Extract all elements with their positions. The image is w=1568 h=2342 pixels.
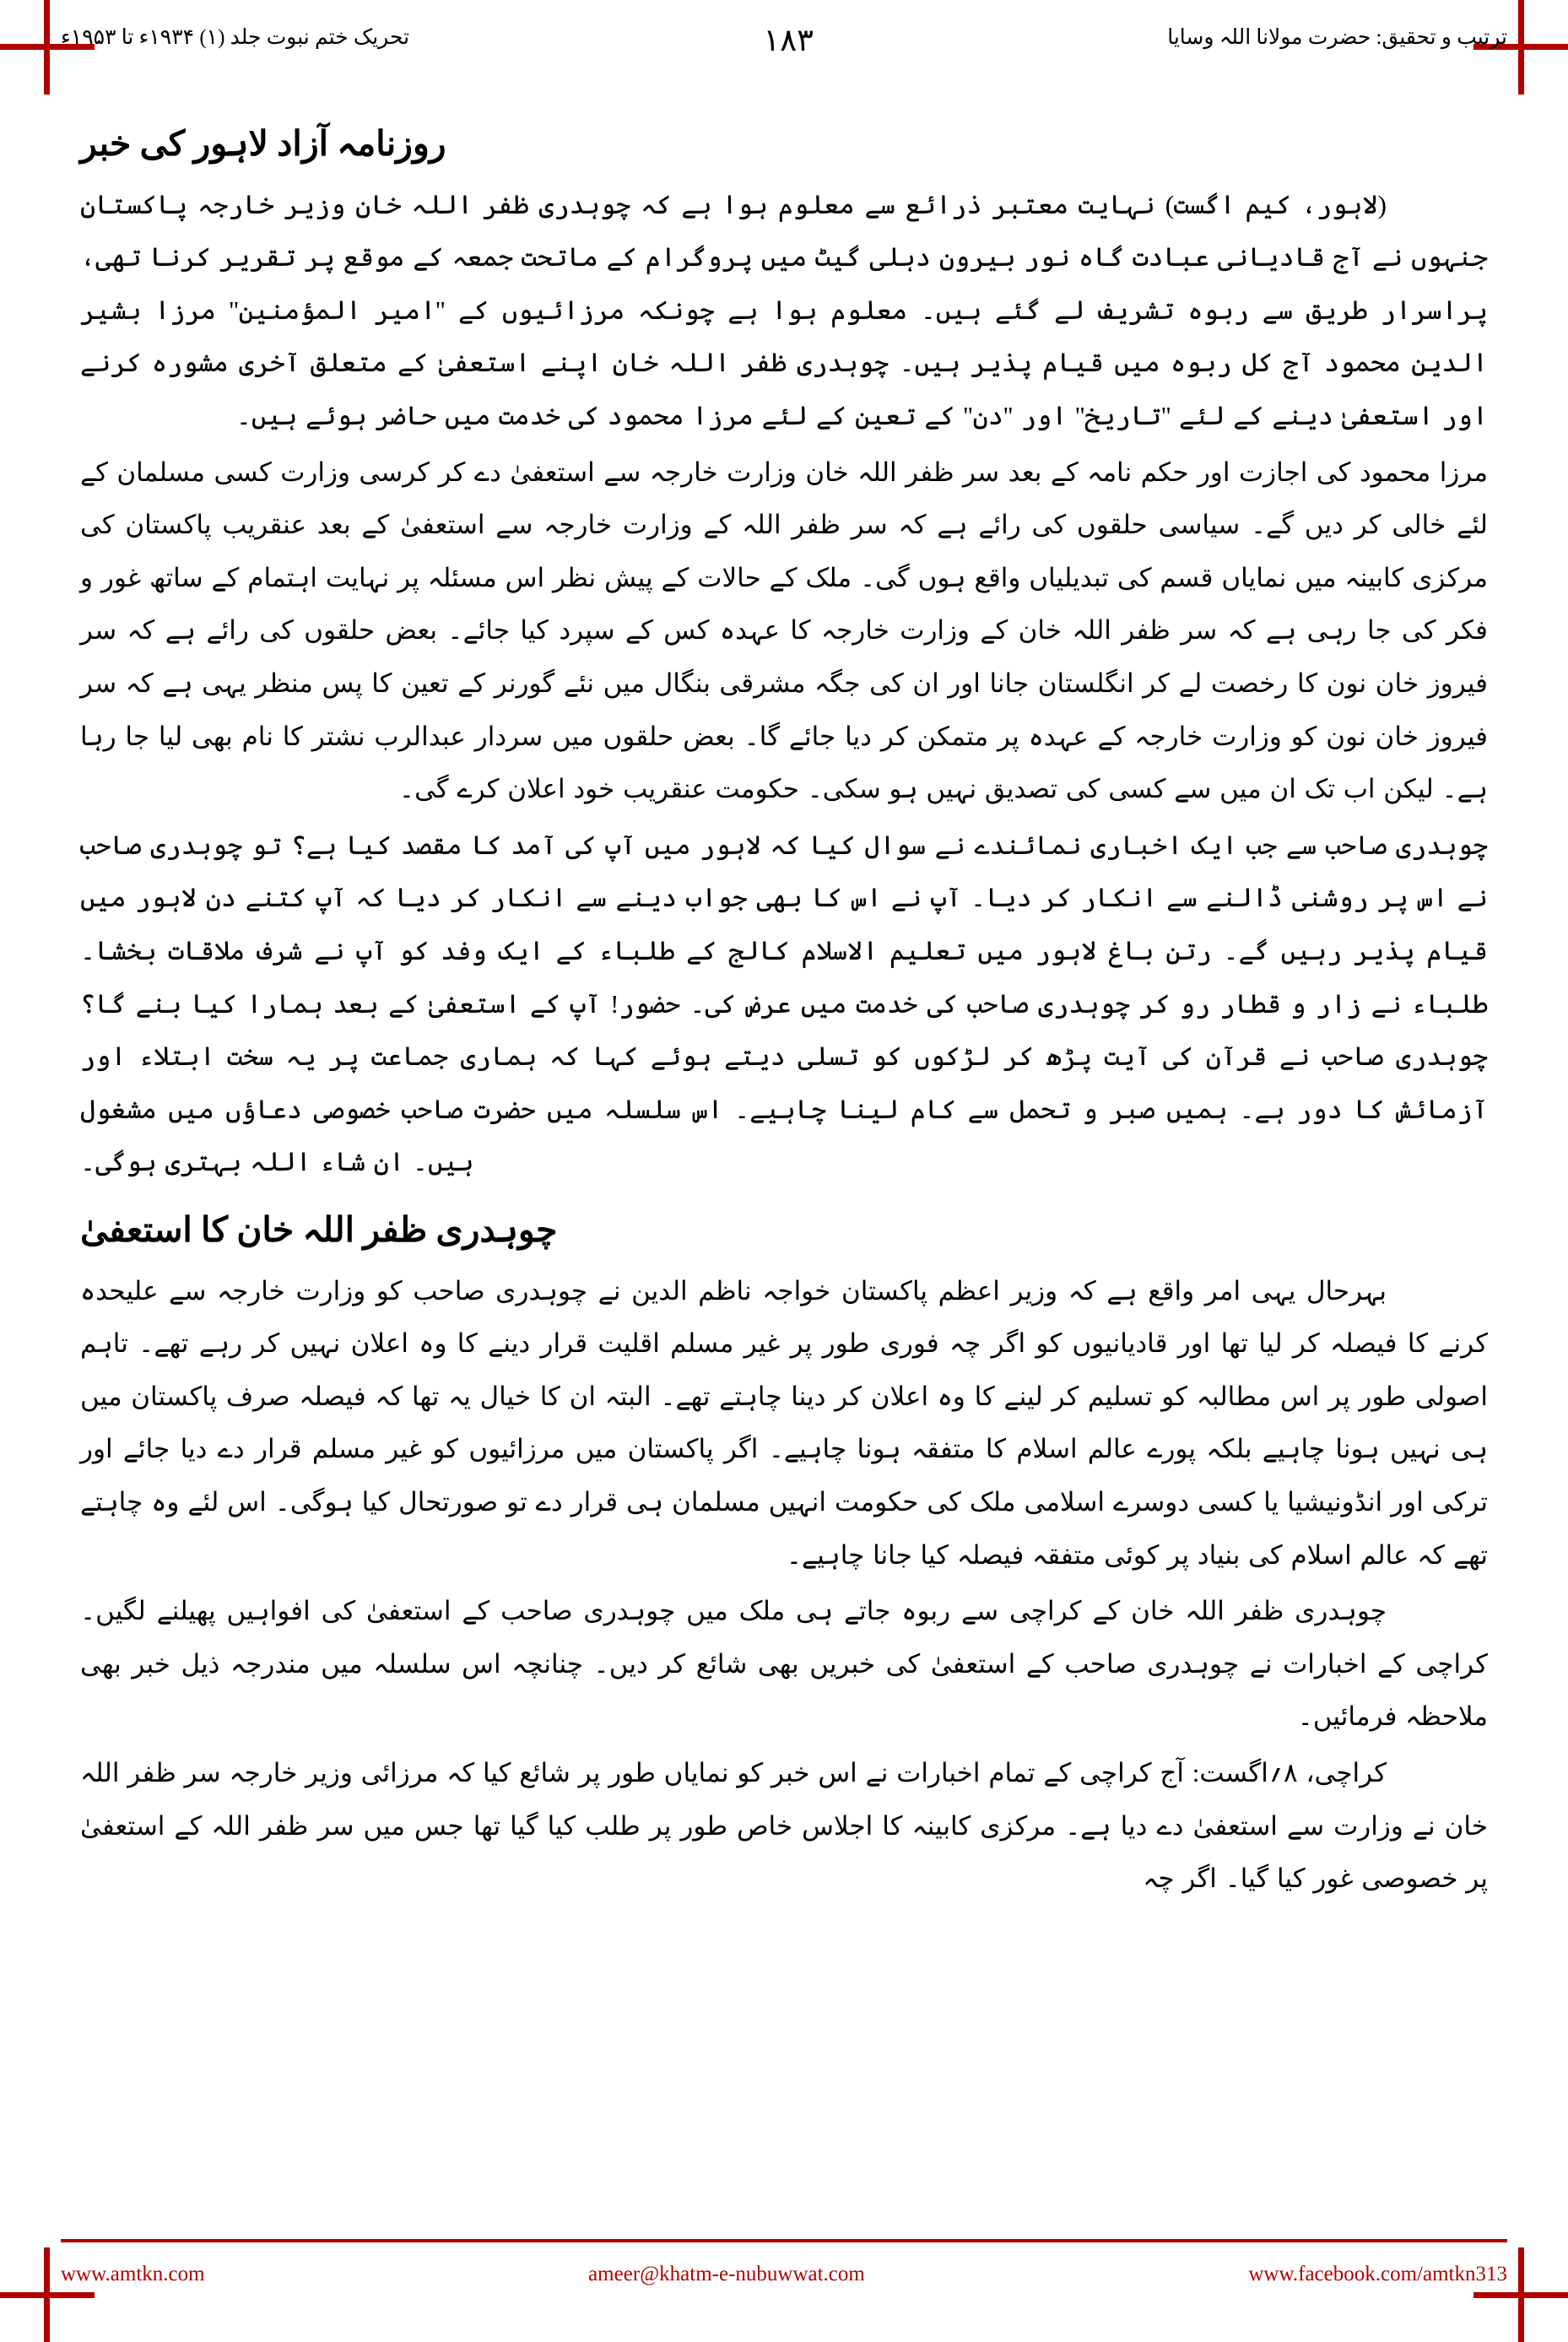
paragraph-4: بہرحال یہی امر واقع ہے کہ وزیر اعظم پاکستان خواجہ ناظم الدین نے چوہدری صاحب کو وزارت خارجہ سے علیحدہ کرنے کا فیصلہ کر لیا تھا اور قادیانیوں کو اگر چہ فوری طور پر غیر مسلم اقلیت قرار دینے کا وہ اعلان نہیں کر رہے تھے۔ تاہم اصولی طور پر اس مطالبہ کو تسلیم کر لینے کا وہ اعلان کر دینا چاہتے تھے۔ البتہ ان کا خیال یہ تھا کہ فیصلہ صرف پاکستان میں ہی نہیں ہونا چاہیے بلکہ پورے عالم اسلام کا متفقہ ہونا چاہیے۔ اگر پاکستان میں مرزائیوں کو غیر مسلم قرار دے دیا جائے اور ترکی اور انڈونیشیا یا کسی دوسرے اسلامی ملک کی حکومت انہیں مسلمان ہی قرار دے تو صورتحال کیا ہوگی۔ اس لئے وہ چاہتے تھے کہ عالم اسلام کی بنیاد پر کوئی متفقہ فیصلہ کیا جانا چاہیے۔ bbox=[80, 1275, 1488, 1570]
corner-rule-top-right-vertical bbox=[1518, 0, 1524, 95]
section-heading-resignation: چوہدری ظفر اللہ خان کا استعفیٰ bbox=[80, 1210, 558, 1250]
document-body bbox=[80, 118, 1488, 2173]
corner-rule-bottom-left-vertical bbox=[44, 2247, 50, 2342]
paragraph-6: کراچی، ۸؍اگست: آج کراچی کے تمام اخبارات نے اس خبر کو نمایاں طور پر شائع کیا کہ مرزائی وزیر خارجہ سر ظفر اللہ خان نے وزارت سے استعفیٰ دے دیا ہے۔ مرکزی کابینہ کا اجلاس خاص طور پر طلب کیا گیا تھا جس میں سر ظفر اللہ کے استعفیٰ پر خصوصی غور کیا گیا۔ اگر چہ bbox=[80, 1758, 1488, 1894]
header-book-title: تحریک ختم نبوت جلد (۱) ۱۹۳۴ء تا ۱۹۵۳ء bbox=[61, 26, 410, 49]
page-header bbox=[61, 25, 1507, 73]
footer-website-link[interactable]: www.amtkn.com bbox=[61, 2263, 205, 2285]
header-compiler-note: ترتیب و تحقیق: حضرت مولانا اللہ وسایا bbox=[1167, 26, 1507, 49]
footer-facebook-link[interactable]: www.facebook.com/amtkn313 bbox=[1248, 2263, 1507, 2285]
footer-divider bbox=[61, 2239, 1507, 2242]
corner-rule-bottom-right-vertical bbox=[1518, 2247, 1524, 2342]
page-number: ۱۸۳ bbox=[763, 24, 814, 58]
footer-email-link[interactable]: ameer@khatm-e-nubuwwat.com bbox=[588, 2263, 865, 2285]
paragraph-5: چوہدری ظفر اللہ خان کے کراچی سے ربوہ جاتے ہی ملک میں چوہدری صاحب کے استعفیٰ کی افواہیں پھیلنے لگیں۔ کراچی کے اخبارات نے چوہدری صاحب کے استعفیٰ کی خبریں بھی شائع کر دیں۔ چنانچہ اس سلسلہ میں مندرجہ ذیل خبر بھی ملاحظہ فرمائیں۔ bbox=[80, 1596, 1488, 1732]
paragraph-3: چوہدری صاحب سے جب ایک اخباری نمائندے نے سوال کیا کہ لاہور میں آپ کی آمد کا مقصد کیا ہے؟ تو چوہدری صاحب نے اس پر روشنی ڈالنے سے انکار کر دیا۔ آپ نے اس کا بھی جواب دینے سے انکار کر دیا کہ آپ کتنے دن لاہور میں قیام پذیر رہیں گے۔ رتن باغ لاہور میں تعلیم الاسلام کالج کے طلباء کے ایک وفد کو آپ نے شرف ملاقات بخشا۔ طلباء نے زار و قطار رو کر چوہدری صاحب کی خدمت میں عرض کی۔ حضور! آپ کے استعفیٰ کے بعد ہمارا کیا بنے گا؟ چوہدری صاحب نے قرآن کی آیت پڑھ کر لڑکوں کو تسلی دیتے ہوئے کہا کہ ہماری جماعت پر یہ سخت ابتلاء اور آزمائش کا دور ہے۔ ہمیں صبر و تحمل سے کام لینا چاہیے۔ اس سلسلہ میں حضرت صاحب خصوصی دعاؤں میں مشغول ہیں۔ ان شاء اللہ بہتری ہوگی۔ bbox=[80, 830, 1488, 1177]
page-footer bbox=[61, 2263, 1507, 2286]
paragraph-1: (لاہور، کیم اگست) نہایت معتبر ذرائع سے معلوم ہوا ہے کہ چوہدری ظفر اللہ خان وزیر خارجہ پاکستان جنہوں نے آج قادیانی عبادت گاہ نور بیرون دہلی گیٹ میں پروگرام کے ماتحت جمعہ کے موقع پر تقریر کرنا تھی، پراسرار طریق سے ربوہ تشریف لے گئے ہیں۔ معلوم ہوا ہے چونکہ مرزائیوں کے ''امیر المؤمنین'' مرزا بشیر الدین محمود آج کل ربوہ میں قیام پذیر ہیں۔ چوہدری ظفر اللہ خان اپنے استعفیٰ کے متعلق آخری مشورہ کرنے اور استعفیٰ دینے کے لئے ''تاریخ'' اور ''دن'' کے تعین کے لئے مرزا محمود کی خدمت میں حاضر ہوئے ہیں۔ bbox=[80, 189, 1488, 430]
corner-rule-top-left-vertical bbox=[44, 0, 50, 95]
paragraph-2: مرزا محمود کی اجازت اور حکم نامہ کے بعد سر ظفر اللہ خان وزارت خارجہ سے استعفیٰ دے کر کرسی وزارت کسی مسلمان کے لئے خالی کر دیں گے۔ سیاسی حلقوں کی رائے ہے کہ سر ظفر اللہ کے وزارت خارجہ سے استعفیٰ کے بعد عنقریب پاکستان کی مرکزی کابینہ میں نمایاں قسم کی تبدیلیاں واقع ہوں گی۔ ملک کے حالات کے پیش نظر اس مسئلہ پر نہایت اہتمام کے ساتھ غور و فکر کی جا رہی ہے کہ سر ظفر اللہ خان کے وزارت خارجہ کا عہدہ کس کے سپرد کیا جائے۔ بعض حلقوں کی رائے ہے کہ سر فیروز خان نون کا رخصت لے کر انگلستان جانا اور ان کی جگہ مشرقی بنگال میں نئے گورنر کے تعین کا پس منظر یہی ہے کہ سر فیروز خان نون کو وزارت خارجہ کے عہدہ پر متمکن کر دیا جائے گا۔ بعض حلقوں میں سردار عبدالرب نشتر کا نام بھی لیا جا رہا ہے۔ لیکن اب تک ان میں سے کسی کی تصدیق نہیں ہو سکی۔ حکومت عنقریب خود اعلان کرے گی۔ bbox=[80, 457, 1488, 804]
section-heading-newspaper-report: روزنامہ آزاد لاہور کی خبر bbox=[80, 124, 446, 163]
